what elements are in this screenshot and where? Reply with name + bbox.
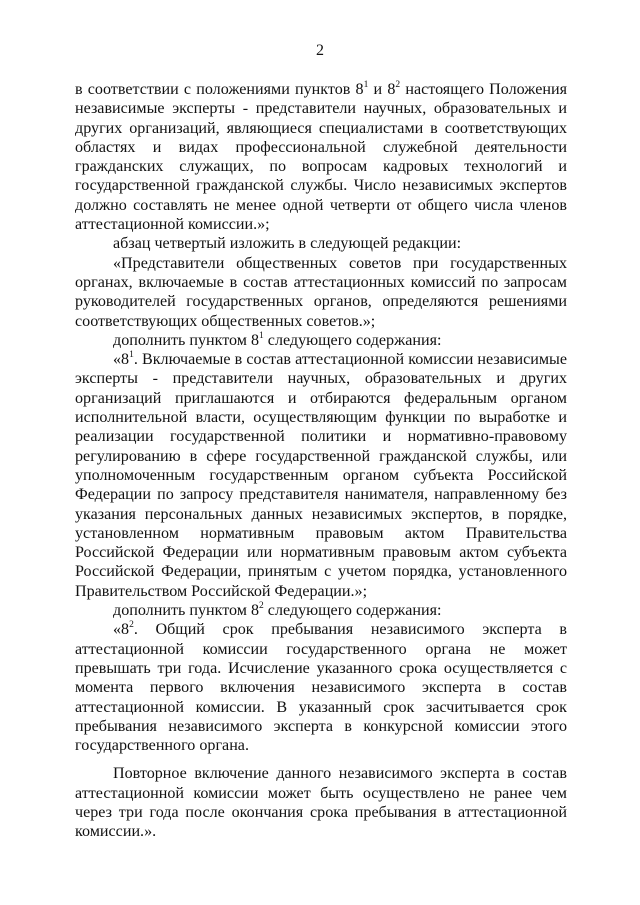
paragraph-text: . Общий срок пребывания независимого эксперта в аттестационной комиссии государственного органа не может превышать три года. Исчисление указанного срока осуществляется с момента первого включения независимого эксперта в состав аттестационной комиссии. В указанный срок засчитывается срок пребывания независимого эксперта в конкурсной комиссии этого государственного органа. <box>75 621 567 755</box>
superscript: 2 <box>395 79 401 90</box>
superscript: 1 <box>259 330 264 341</box>
paragraph-text: . Включаемые в состав аттестационной комиссии независимые эксперты - представители научных, образовательных и других организаций приглашаются и отбираются федеральным органом исполнительной власти, осуществляющим функции по выработке и реализации государственной политики и нормативно-правовому регулированию в сфере государственной гражданской службы, или уполномоченным государственным органом субъекта Российской Федерации по запросу представителя нанимателя, направленному без указания персональных данных независимых экспертов, в порядке, установленном нормативным правовым актом Правительства Российской Федерации или нормативным правовым актом субъекта Российской Федерации, принятым с учетом порядка, установленного Правительством Российской Федерации.»; <box>75 351 567 600</box>
paragraph-amendment-independent-experts <box>75 80 567 234</box>
paragraph-text: настоящего Положения независимые эксперты - представители научных, образовательных и других организаций, являющиеся специалистами в соответствующих областях и видах профессиональной служебной деятельности гражданских служащих, по вопросам кадровых технологий и государственной гражданской службы. Число независимых экспертов должно составлять не менее одной четверти от общего числа членов аттестационной комиссии.»; <box>75 81 567 234</box>
paragraph-text: «8 <box>113 621 130 639</box>
paragraph-text: дополнить пунктом 8 <box>113 602 260 620</box>
paragraph-text: дополнить пунктом 8 <box>113 331 260 349</box>
superscript: 2 <box>129 619 134 630</box>
superscript: 1 <box>363 79 369 90</box>
document-body <box>75 80 567 842</box>
superscript: 1 <box>129 349 134 360</box>
paragraph-point-8-2-text <box>75 620 567 755</box>
paragraph-text: «8 <box>113 351 130 369</box>
paragraph-add-point-8-2-instruction <box>75 601 567 620</box>
paragraph-public-councils-representatives: «Представители общественных советов при государственных органах, включаемые в состав аттестационных комиссий по запросам руководителей государственных органов, определяются решениями соответствующих общественных советов.»; <box>75 254 567 330</box>
paragraph-repeated-inclusion: Повторное включение данного независимого эксперта в состав аттестационной комиссии может быть осуществлено не ранее чем через три года после окончания срока пребывания в аттестационной комиссии.». <box>75 765 567 841</box>
paragraph-point-8-1-text <box>75 350 567 601</box>
page-number: 2 <box>316 42 324 59</box>
paragraph-text: следующего содержания: <box>263 602 442 620</box>
paragraph-text: в соответствии с положениями пунктов 8 <box>75 81 364 98</box>
paragraph-add-point-8-1-instruction <box>75 331 567 350</box>
paragraph-text: и 8 <box>368 81 396 98</box>
paragraph-instruction-fourth-clause: абзац четвертый изложить в следующей редакции: <box>113 235 462 253</box>
paragraph-text: следующего содержания: <box>263 331 442 349</box>
superscript: 2 <box>259 600 264 611</box>
